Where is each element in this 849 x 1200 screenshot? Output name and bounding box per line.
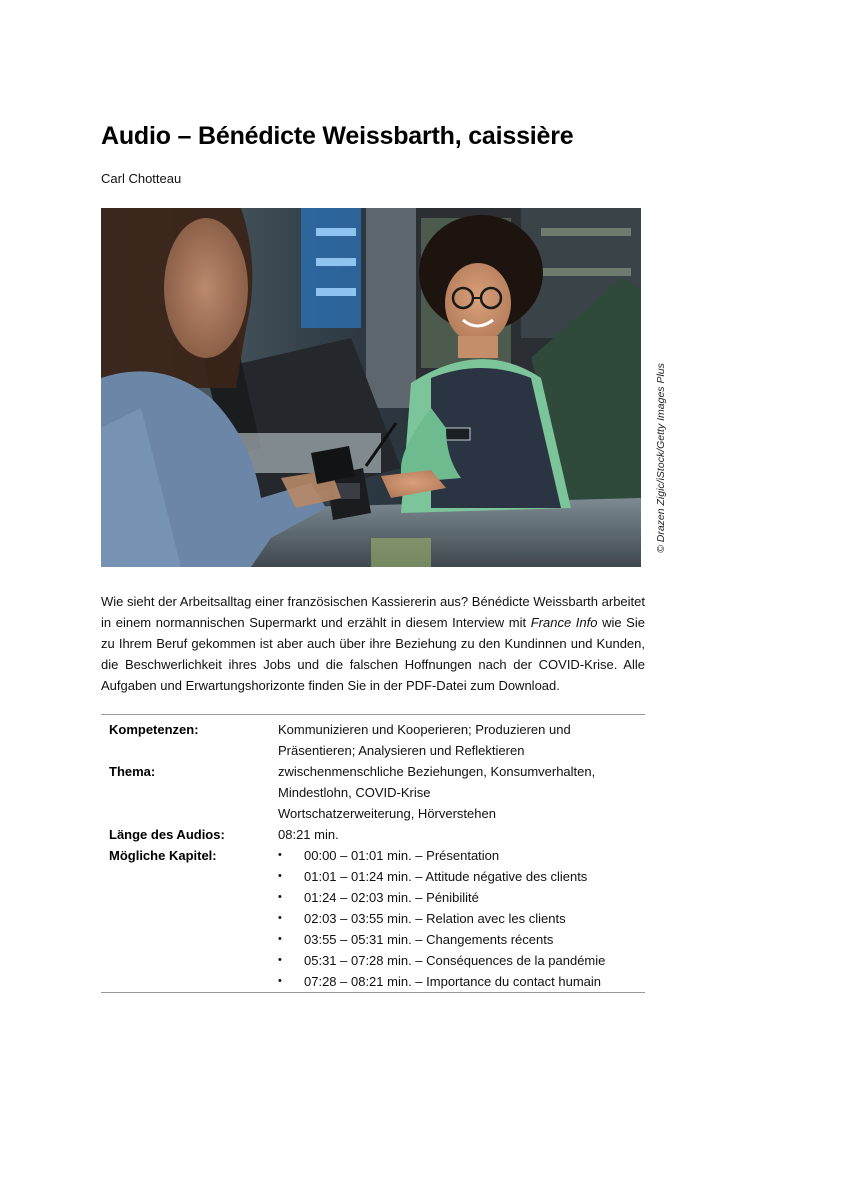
chapter-text: 01:01 – 01:24 min. – Attitude négative des clients: [304, 869, 588, 884]
info-row-length: [101, 824, 645, 845]
chapter-text: 00:00 – 01:01 min. – Présentation: [304, 848, 500, 863]
chapter-text: 01:24 – 02:03 min. – Pénibilité: [304, 890, 479, 905]
chapter-text: 07:28 – 08:21 min. – Importance du contact humain: [304, 974, 602, 989]
chapter-item: [278, 971, 645, 992]
info-row-topic: [101, 761, 645, 824]
topic-value-line-2: Wortschatzerweiterung, Hörverstehen: [278, 806, 496, 821]
chapters-label: Mögliche Kapitel:: [109, 848, 217, 863]
chapter-item: [278, 887, 645, 908]
chapter-item: [278, 866, 645, 887]
bullet-icon: •: [278, 891, 282, 903]
intro-source: France Info: [530, 615, 598, 630]
info-row-chapters: [101, 845, 645, 993]
chapter-item: [278, 950, 645, 971]
chapter-text: 05:31 – 07:28 min. – Conséquences de la pandémie: [304, 953, 606, 968]
chapter-item: [278, 908, 645, 929]
author-name: Carl Chotteau: [101, 171, 182, 186]
chapter-item: [278, 845, 645, 866]
bullet-icon: •: [278, 912, 282, 924]
bullet-icon: •: [278, 870, 282, 882]
topic-value-line: zwischenmenschliche Beziehungen, Konsumverhalten, Mindestlohn, COVID-Krise: [278, 764, 596, 800]
length-label: Länge des Audios:: [109, 827, 225, 842]
topic-label: Thema:: [109, 764, 156, 779]
page-title: Audio – Bénédicte Weissbarth, caissière: [101, 122, 574, 150]
intro-paragraph: [101, 591, 645, 696]
chapters-value: [270, 845, 645, 993]
info-row-competences: [101, 715, 645, 762]
chapter-text: 02:03 – 03:55 min. – Relation avec les clients: [304, 911, 566, 926]
chapter-item: [278, 929, 645, 950]
bullet-icon: •: [278, 975, 282, 987]
chapter-text: 03:55 – 05:31 min. – Changements récents: [304, 932, 554, 947]
intro-text-part2: wie Sie zu Ihrem Beruf gekommen ist aber auch über ihre Beziehung zu den Kundinnen und Kunden, die Beschwerlichkeit ihres Jobs und die falschen Hoffnungen nach der COVID-Krise. Alle Aufgaben und Erwartungshorizonte finden Sie in der PDF-Datei zum Download.: [101, 615, 645, 693]
bullet-icon: •: [278, 849, 282, 861]
intro-text-part1: Wie sieht der Arbeitsalltag einer französischen Kassiererin aus? Bénédicte Weissbarth arbeitet in einem normannischen Supermarkt und erzählt in diesem Interview mit: [101, 594, 645, 630]
bullet-icon: •: [278, 933, 282, 945]
photo-credit: © Drazen Zigic/iStock/Getty Images Plus: [655, 363, 667, 553]
topic-value: [270, 761, 645, 824]
bullet-icon: •: [278, 954, 282, 966]
info-table: [101, 714, 645, 993]
competences-value: Kommunizieren und Kooperieren; Produzieren und Präsentieren; Analysieren und Reflektieren: [278, 722, 571, 758]
chapter-list: [278, 845, 645, 992]
cashier-photo: [101, 208, 641, 567]
competences-label: Kompetenzen:: [109, 722, 199, 737]
length-value: 08:21 min.: [278, 827, 339, 842]
